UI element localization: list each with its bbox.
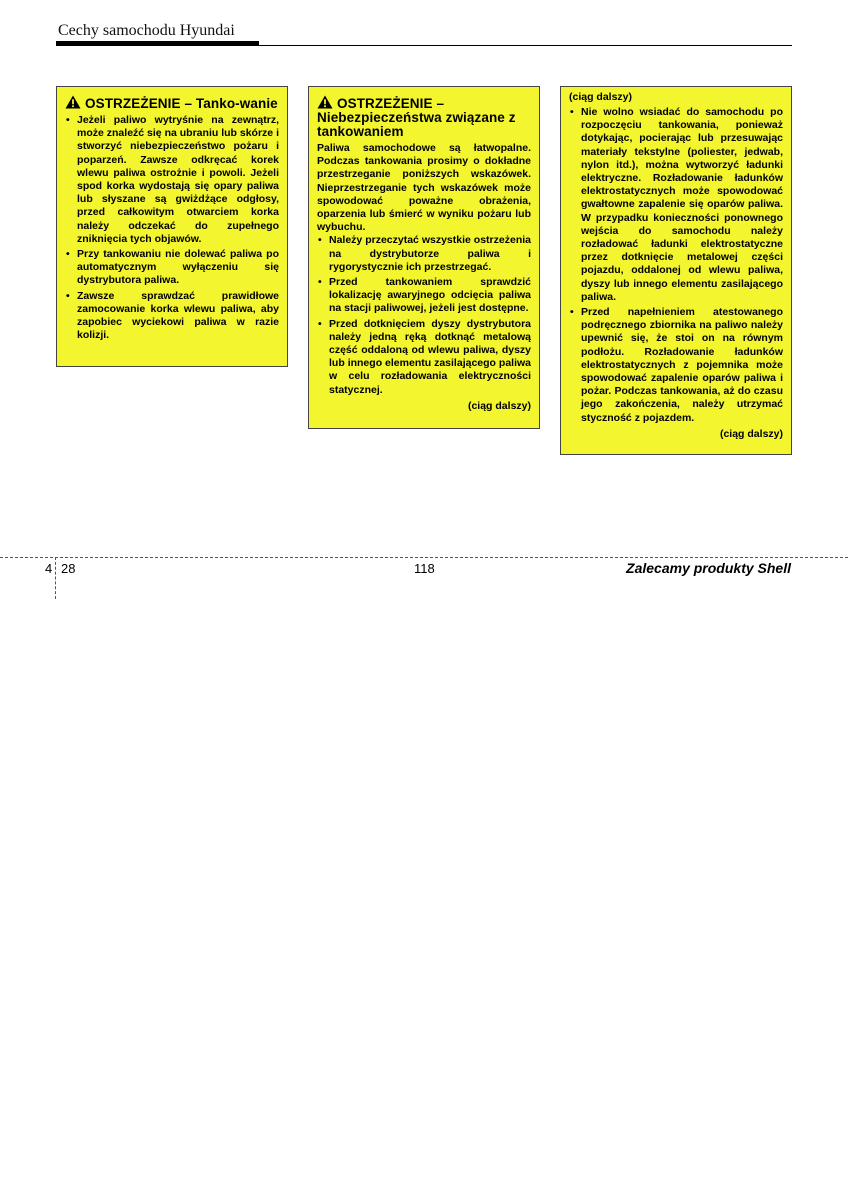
continued-top-label: (ciąg dalszy) <box>569 91 633 103</box>
warning-title-text: OSTRZEŻENIE – Niebezpieczeństwa związane z tankowaniem <box>317 96 516 139</box>
page-header-title: Cechy samochodu Hyundai <box>58 22 235 39</box>
list-item: • Należy przeczytać wszystkie ostrzeżenia na dystrybutorze paliwa i rygorystycznie ich przestrzegać. <box>317 234 531 274</box>
list-item: • Przed napełnieniem atestowanego podręcznego zbiornika na paliwo należy upewnić się, że stoi on na równym podłożu. Rozładowanie ładunków elektrostatycznych z pojemnika może spowodować zapalenie oparów paliwa i pożar. Podczas tankowania, aż do czasu jego zakończenia, należy utrzymać styczność z pojazdem. <box>569 306 783 425</box>
list-item: • Przed dotknięciem dyszy dystrybutora należy jedną ręką dotknąć metalową część oddaloną od wlewu paliwa, dyszy lub innego elementu zasilającego paliwa w celu rozładowania elektryczności statycznej. <box>317 318 531 397</box>
continued-label: (ciąg dalszy) <box>467 399 531 412</box>
warning-title <box>65 95 279 111</box>
warning-title-text: OSTRZEŻENIE – Tanko-wanie <box>85 96 278 111</box>
warning-intro: Paliwa samochodowe są łatwopalne. Podczas tankowania prosimy o dokładne przestrzeganie poniższych wskazówek. Nieprzestrzeganie tych wskazówek może spowodować poważne obrażenia, oparzenia lub śmierć w wyniku pożaru lub wybuchu. <box>317 142 531 234</box>
footer-center-number: 118 <box>414 561 435 576</box>
warning-box-continued <box>560 86 792 455</box>
header-rule <box>56 45 792 46</box>
warning-triangle-icon <box>317 95 333 109</box>
list-item: • Jeżeli paliwo wytryśnie na zewnątrz, może znaleźć się na ubraniu lub skórze i stworzyć niebezpieczeństwo pożaru i poparzeń. Zawsze odkręcać korek wlewu paliwa ostrożnie i powoli. Jeżeli spod korka wydostają się opary paliwa lub słyszane są gwiżdżące odgłosy, przed całkowitym otwarciem korka należy odczekać do zupełnego zniknięcia tych objawów. <box>65 114 279 246</box>
bullet-list <box>317 234 531 396</box>
warning-title <box>317 95 531 139</box>
list-item: • Przed tankowaniem sprawdzić lokalizację awaryjnego odcięcia paliwa na stacji paliwowej, jeżeli jest dostępne. <box>317 276 531 316</box>
bullet-list <box>65 114 279 342</box>
list-item: • Nie wolno wsiadać do samochodu po rozpoczęciu tankowania, ponieważ dotykając, pocierając lub przesuwając materiały tekstylne (poliester, jedwab, nylon itd.), można wytworzyć ładunki elektryczne. Rozładowanie ładunków elektrostatycznych może spowodować gwałtowne zapalenie się oparów paliwa. W przypadku konieczności ponownego wejścia do samochodu należy rozładować ładunki elektrostatyczne przez dotknięcie metalowej części pojazdu, oddalonej od wlewu paliwa, dyszy lub innego elementu zasilającego paliwa. <box>569 106 783 304</box>
warning-box-refueling-hazards <box>308 86 540 429</box>
footer-section-number: 4 <box>45 561 53 576</box>
footer-page-number: 28 <box>61 561 76 576</box>
continued-label: (ciąg dalszy) <box>719 427 783 440</box>
warning-triangle-icon <box>65 95 81 109</box>
warning-box-refueling <box>56 86 288 367</box>
footer-dashed-divider <box>55 557 56 599</box>
list-item: • Przy tankowaniu nie dolewać paliwa po automatycznym wyłączeniu się dystrybutora paliwa. <box>65 248 279 288</box>
footer-tagline: Zalecamy produkty Shell <box>626 560 791 576</box>
footer-dashed-rule <box>0 557 848 558</box>
list-item: • Zawsze sprawdzać prawidłowe zamocowanie korka wlewu paliwa, aby zapobiec wyciekowi paliwa w razie kolizji. <box>65 290 279 343</box>
bullet-list <box>569 106 783 425</box>
